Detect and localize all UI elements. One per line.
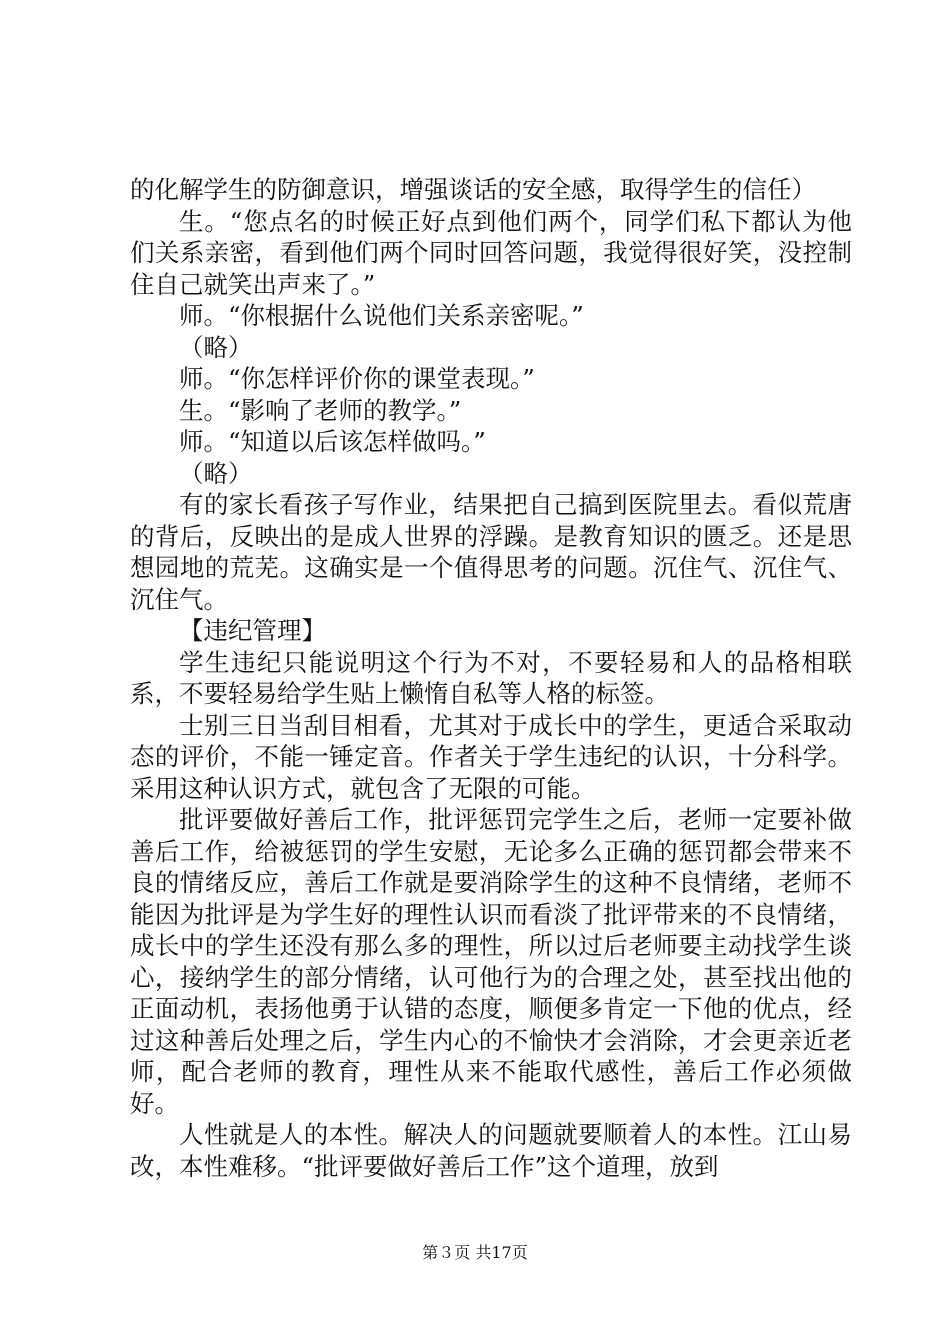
document-body bbox=[130, 174, 852, 1182]
dialogue-line: 生。“您点名的时候正好点到他们两个，同学们私下都认为他们关系亲密，看到他们两个同时回答问题，我觉得很好笑，没控制住自己就笑出声来了。” bbox=[130, 206, 852, 299]
paragraph: 士别三日当刮目相看，尤其对于成长中的学生，更适合采取动态的评价，不能一锤定音。作者关于学生违纪的认识，十分科学。采用这种认识方式，就包含了无限的可能。 bbox=[130, 710, 852, 803]
paragraph: 有的家长看孩子写作业，结果把自己搞到医院里去。看似荒唐的背后，反映出的是成人世界的浮躁。是教育知识的匮乏。还是思想园地的荒芜。这确实是一个值得思考的问题。沉住气、沉住气、沉住气。 bbox=[130, 490, 852, 614]
paragraph: 批评要做好善后工作，批评惩罚完学生之后，老师一定要补做善后工作，给被惩罚的学生安慰，无论多么正确的惩罚都会带来不良的情绪反应，善后工作就是要消除学生的这种不良情绪，老师不能因为批评是为学生好的理性认识而看淡了批评带来的不良情绪，成长中的学生还没有那么多的理性，所以过后老师要主动找学生谈心，接纳学生的部分情绪，认可他行为的合理之处，甚至找出他的正面动机，表扬他勇于认错的态度，顺便多肯定一下他的优点，经过这种善后处理之后，学生内心的不愉快才会消除，才会更亲近老师，配合老师的教育，理性从来不能取代感性，善后工作必须做好。 bbox=[130, 805, 852, 1118]
paragraph: 人性就是人的本性。解决人的问题就要顺着人的本性。江山易改，本性难移。“批评要做好善后工作”这个道理，放到 bbox=[130, 1120, 852, 1181]
page-number: 第３页 共17页 bbox=[422, 1243, 528, 1262]
paragraph: 学生违纪只能说明这个行为不对，不要轻易和人的品格相联系，不要轻易给学生贴上懒惰自私等人格的标签。 bbox=[130, 647, 852, 708]
dialogue-line: 师。“你怎样评价你的课堂表现。” bbox=[179, 364, 535, 393]
dialogue-line: 师。“知道以后该怎样做吗。” bbox=[179, 427, 486, 456]
section-heading: 【违纪管理】 bbox=[179, 616, 326, 645]
omission-note: （略） bbox=[179, 458, 253, 488]
paragraph: 的化解学生的防御意识，增强谈话的安全感，取得学生的信任） bbox=[130, 175, 816, 204]
omission-note: （略） bbox=[179, 332, 253, 362]
dialogue-line: 师。“你根据什么说他们关系亲密呢。” bbox=[179, 301, 584, 330]
dialogue-line: 生。“影响了老师的教学。” bbox=[179, 395, 462, 425]
